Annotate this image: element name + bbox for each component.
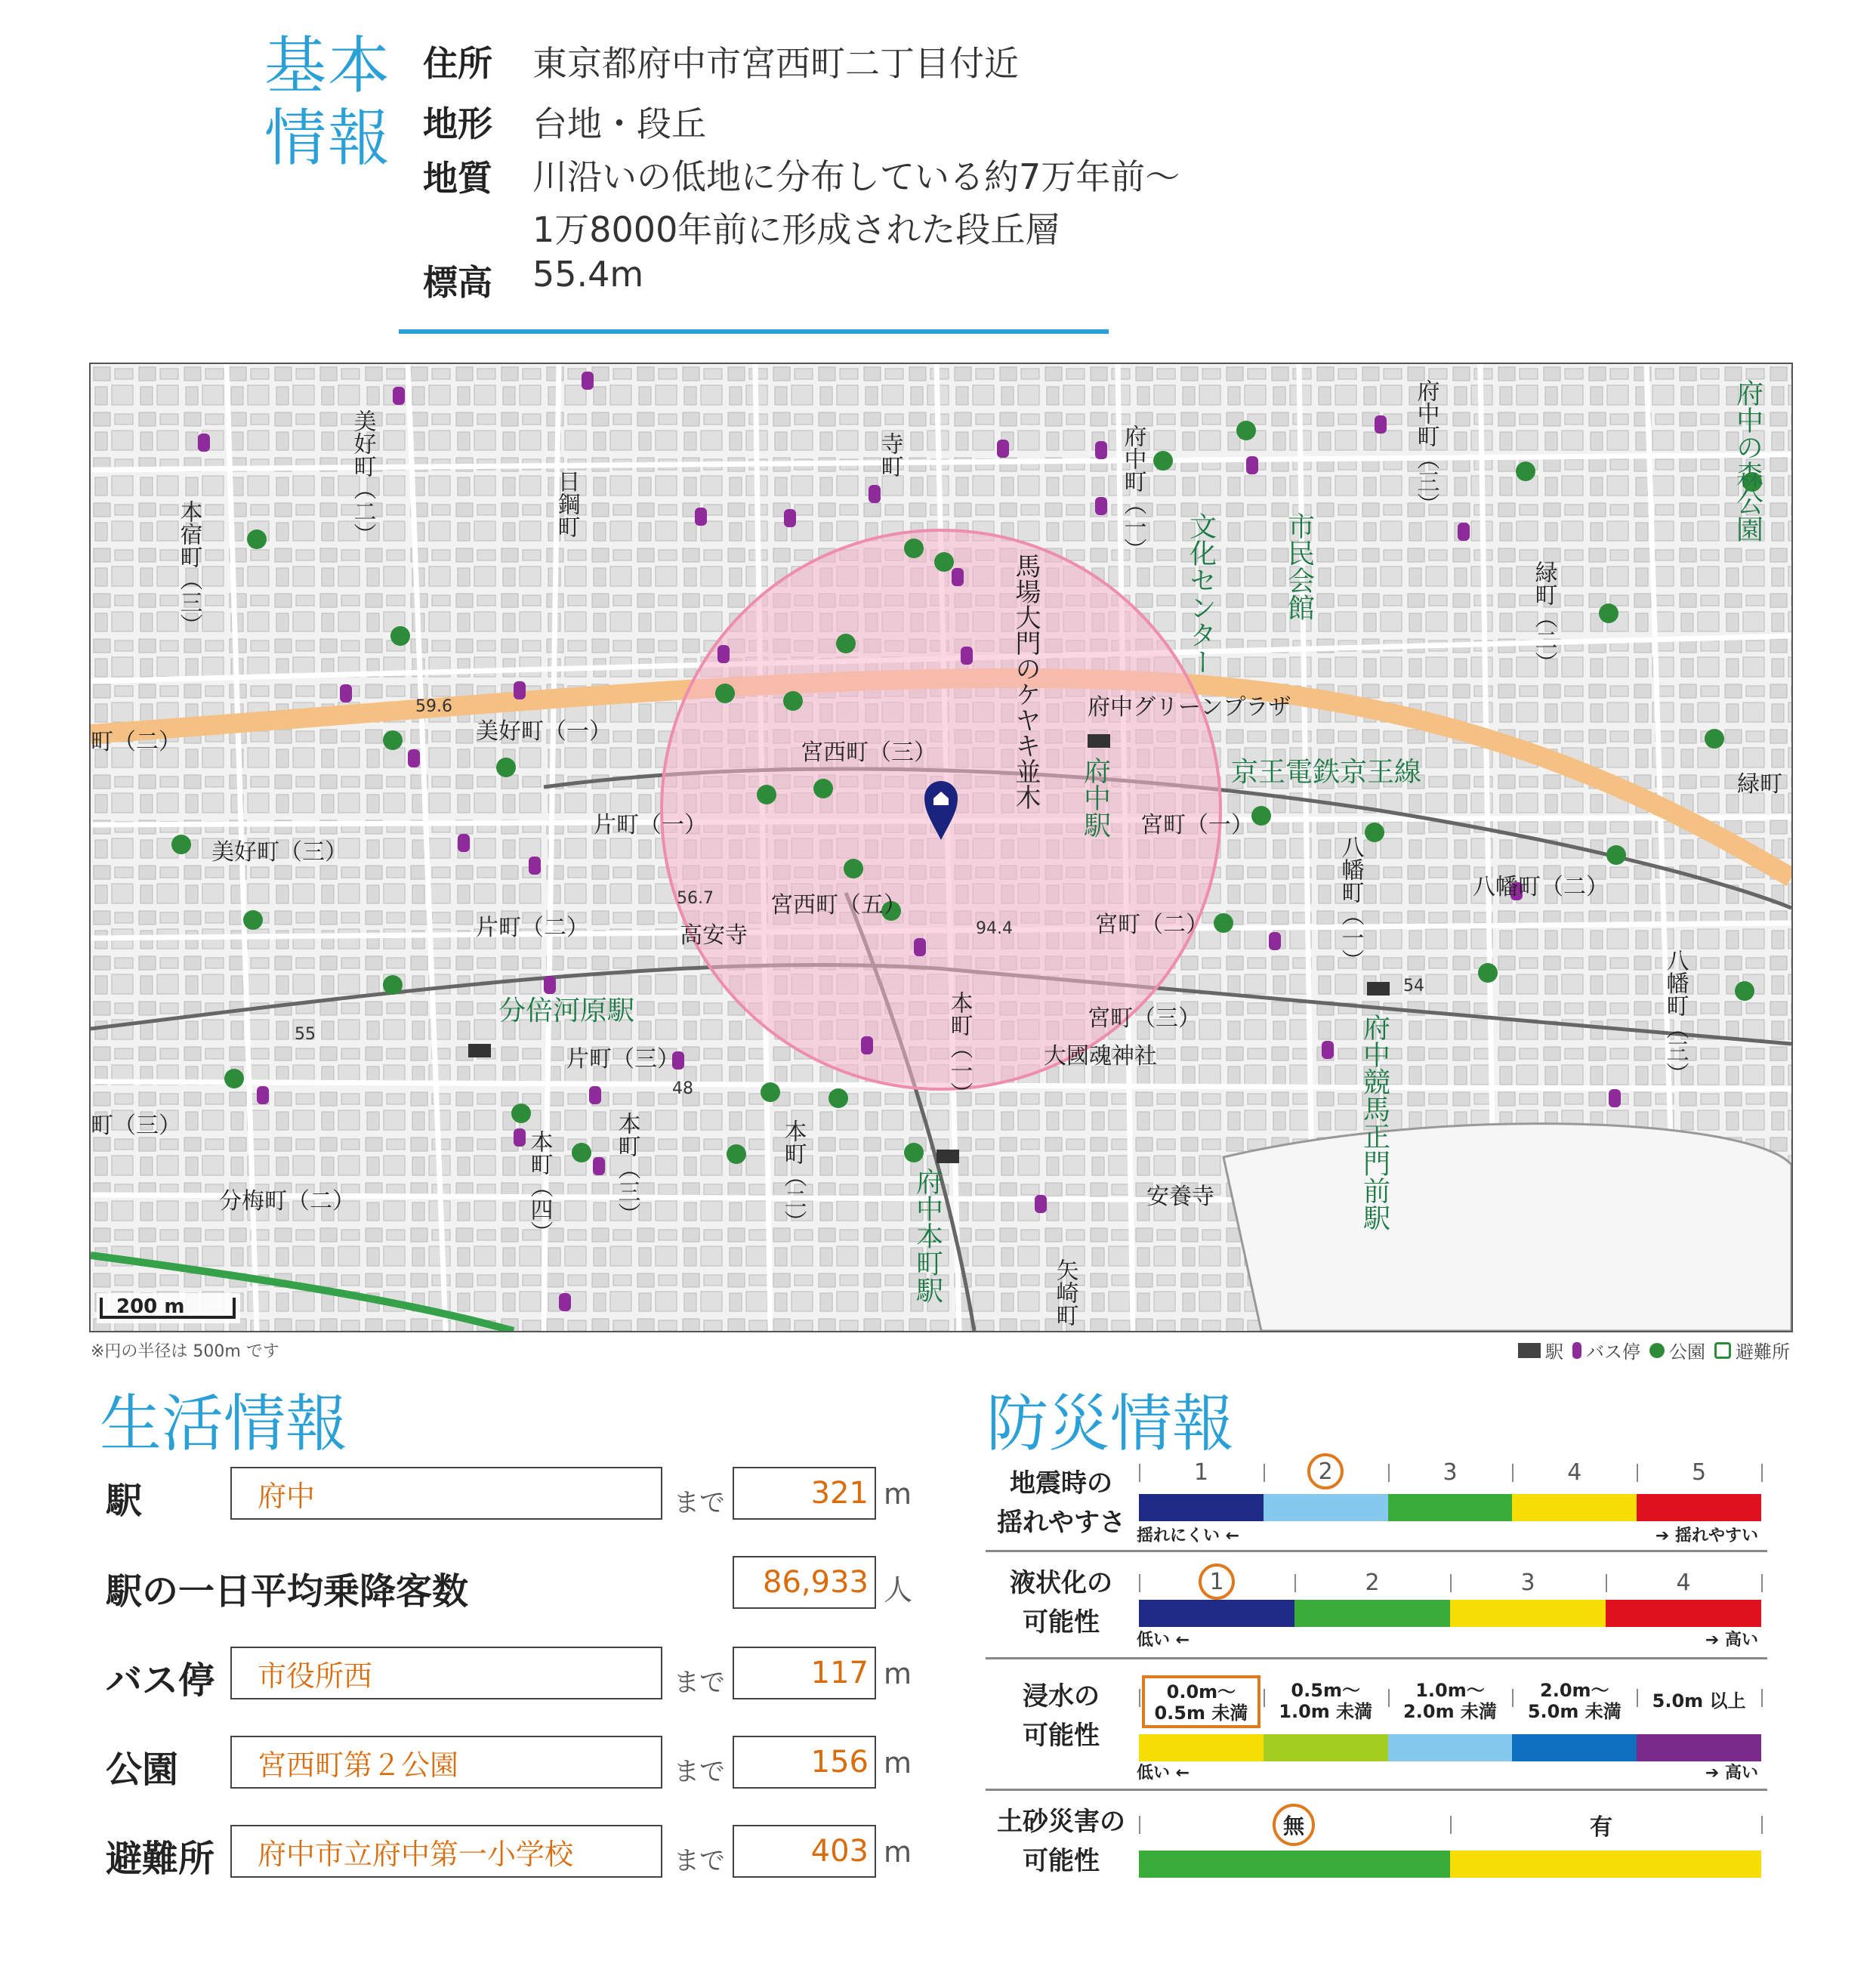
quake-separator [986, 1550, 1767, 1552]
scale-bar [97, 1293, 240, 1323]
quake-bar-1 [1139, 1494, 1264, 1521]
station-unit: m [884, 1477, 912, 1511]
map-label-midori-e: 緑町 [1737, 771, 1782, 798]
quake-bar-3 [1388, 1494, 1513, 1521]
park-unit: m [884, 1746, 912, 1780]
map-elev-56: 56.7 [677, 889, 714, 908]
map-label-shi2: 町（二） [91, 729, 181, 755]
map-label-anyoji: 安養寺 [1146, 1184, 1214, 1210]
liq-level-2: 2 [1365, 1570, 1380, 1596]
disaster-info-title: 防災情報 [986, 1388, 1235, 1460]
quake-low-label: 揺れにくい ← [1137, 1526, 1240, 1545]
quake-tick-sep [1139, 1464, 1140, 1482]
liq-label-1: 液状化の [1010, 1568, 1112, 1598]
park-distance: 156 [733, 1736, 876, 1789]
map-label-katamachi2: 片町（二） [476, 915, 589, 941]
flood-bar-5 [1637, 1734, 1761, 1761]
flood-label-2: 可能性 [1023, 1721, 1100, 1751]
terrain-label: 地形 [423, 103, 492, 144]
flood-label [989, 1677, 1133, 1755]
flood-bar-4 [1512, 1734, 1637, 1761]
sediment-bar-2 [1450, 1851, 1761, 1878]
map-label-honmachi2: 本町（二） [779, 1119, 807, 1233]
map-label-koanji: 高安寺 [680, 922, 748, 949]
map-label-miyoshi1: 美好町（一） [476, 718, 612, 745]
park-made: まで [674, 1757, 725, 1787]
map-label-hiko: 日鋼町 [553, 470, 580, 538]
shelter-made: まで [674, 1846, 725, 1876]
map-label-hachiman3: 八幡町（三） [1662, 949, 1689, 1085]
flood-level-3 [1391, 1680, 1510, 1722]
address-label: 住所 [423, 43, 492, 84]
flood-level-2 [1267, 1680, 1385, 1722]
liq-separator [986, 1657, 1767, 1659]
liquefaction-label [989, 1564, 1133, 1642]
sediment-label [989, 1802, 1133, 1881]
sediment-bar-1 [1139, 1851, 1450, 1878]
flood-separator [986, 1789, 1767, 1791]
flood-tick-sep [1637, 1689, 1638, 1707]
quake-bar-2 [1264, 1494, 1388, 1521]
map-label-honmachi4: 本町（四） [526, 1130, 553, 1243]
racecourse [1223, 1124, 1791, 1331]
flood-level-5 [1640, 1690, 1758, 1712]
quake-bar-5 [1637, 1494, 1761, 1521]
liq-level-1-selected: 1 [1199, 1564, 1235, 1600]
liq-tick-sep [1450, 1574, 1452, 1592]
map-radius-note: ※円の半径は 500m です [91, 1342, 279, 1361]
map-label-bunka: 文化センター [1185, 512, 1217, 675]
flood-level-range-from: 1.0m～ [1415, 1680, 1485, 1701]
map-elev-55: 55 [295, 1025, 316, 1044]
legend-bus: バス停 [1586, 1341, 1640, 1363]
geology-label: 地質 [423, 158, 492, 199]
terrain-value: 台地・段丘 [532, 103, 706, 144]
flood-bar-1 [1139, 1734, 1264, 1761]
geology-value-line2: 1万8000年前に形成された段丘層 [532, 209, 1060, 250]
sediment-tick-sep [1450, 1816, 1452, 1834]
flood-bar-3 [1388, 1734, 1513, 1761]
quake-level-5: 5 [1692, 1459, 1707, 1486]
map-label-green-plaza: 府中グリーンプラザ [1088, 694, 1291, 721]
flood-tick-sep [1139, 1689, 1140, 1707]
bus-made: まで [674, 1668, 725, 1698]
station-label: 駅 [106, 1480, 143, 1522]
liq-label-2: 可能性 [1023, 1607, 1100, 1638]
map-label-miyamachi2: 宮町（二） [1095, 912, 1208, 938]
liq-high-label: ➔ 高い [1705, 1631, 1758, 1650]
map-label-miyanishi3: 宮西町（三） [801, 739, 936, 766]
park-legend-icon [1649, 1343, 1665, 1358]
legend-park: 公園 [1669, 1341, 1705, 1363]
map-label-fuchucho3: 府中町（三） [1412, 379, 1439, 515]
liq-tick-sep [1294, 1574, 1296, 1592]
map-label-fuchu-station: 府中駅 [1079, 757, 1111, 838]
liq-bar-1 [1139, 1600, 1294, 1627]
shelter-value: 府中市立府中第一小学校 [230, 1825, 662, 1878]
elevation-label: 標高 [423, 262, 492, 303]
flood-level-range-to: 1.0m 未満 [1279, 1701, 1373, 1722]
flood-high-label: ➔ 高い [1705, 1764, 1758, 1783]
flood-level-1 [1142, 1675, 1260, 1728]
flood-level-range-from: 0.0m～ [1166, 1681, 1236, 1702]
quake-tick-sep [1637, 1464, 1638, 1482]
passengers-unit: 人 [884, 1573, 913, 1607]
quake-bar-4 [1512, 1494, 1637, 1521]
flood-tick-sep-end [1761, 1689, 1763, 1707]
map-label-katamachi1: 片町（一） [594, 812, 707, 838]
liq-bar-3 [1450, 1600, 1606, 1627]
quake-level-1: 1 [1193, 1459, 1208, 1486]
legend-station: 駅 [1545, 1341, 1563, 1363]
map-label-hachiman2: 八幡町（二） [1473, 874, 1609, 900]
station-made: まで [674, 1488, 725, 1518]
station-value: 府中 [230, 1467, 662, 1520]
sediment-label-2: 可能性 [1023, 1846, 1100, 1876]
map-label-shi3: 町（三） [91, 1113, 181, 1139]
liq-bar-2 [1294, 1600, 1450, 1627]
quake-tick-sep [1388, 1464, 1390, 1482]
map-label-miyamachi3: 宮町（三） [1088, 1005, 1201, 1032]
scale-label: 200 m [116, 1295, 185, 1318]
liq-bar-4 [1606, 1600, 1761, 1627]
map-label-bubai2: 分梅町（二） [219, 1188, 355, 1215]
liq-tick-sep-end [1761, 1574, 1763, 1592]
flood-level-range-to: 2.0m 未満 [1403, 1701, 1497, 1722]
liq-tick-sep [1606, 1574, 1607, 1592]
quake-level-3: 3 [1443, 1459, 1458, 1486]
flood-level-range-to: 0.5m 未満 [1154, 1702, 1248, 1724]
sediment-none-label: 無 [1273, 1804, 1315, 1846]
basic-title-line2: 情報 [264, 103, 392, 174]
life-info-title: 生活情報 [100, 1388, 348, 1460]
map-label-fuchucho1: 府中町（一） [1119, 424, 1146, 560]
map-label-honmachi1: 本町（一） [946, 991, 973, 1104]
flood-tick-sep [1264, 1689, 1265, 1707]
elevation-value: 55.4m [532, 254, 644, 295]
map-label-miyoshi2: 美好町（二） [349, 409, 376, 545]
address-value: 東京都府中市宮西町二丁目付近 [532, 43, 1019, 84]
sediment-tick-sep [1139, 1816, 1140, 1834]
passengers-label: 駅の一日平均乗降客数 [106, 1570, 469, 1613]
map-label-yazaki: 矢崎町 [1051, 1258, 1078, 1326]
map-label-fuchunomori: 府中の森公園 [1732, 379, 1763, 542]
flood-level-range-from: 5.0m 以上 [1652, 1690, 1746, 1712]
map-label-honmachi3: 本町（三） [613, 1112, 640, 1225]
map-label-miyoshi3: 美好町（三） [211, 839, 347, 866]
map-elev-48: 48 [672, 1079, 693, 1098]
flood-level-range-from: 2.0m～ [1540, 1680, 1609, 1701]
flood-label-1: 浸水の [1023, 1681, 1100, 1712]
geology-value-line1: 川沿いの低地に分布している約7万年前～ [532, 156, 1180, 197]
liq-tick-sep [1139, 1574, 1140, 1592]
area-map[interactable] [89, 363, 1793, 1332]
shelter-legend-icon [1714, 1342, 1731, 1359]
quake-label-2: 揺れやすさ [997, 1508, 1125, 1538]
map-label-midori: 緑町（二） [1530, 560, 1557, 674]
flood-low-label: 低い ← [1137, 1764, 1190, 1783]
quake-label [989, 1464, 1133, 1542]
legend-shelter: 避難所 [1736, 1341, 1790, 1363]
map-elev-94: 94.4 [976, 919, 1013, 938]
flood-level-range-from: 0.5m～ [1291, 1680, 1360, 1701]
liq-low-label: 低い ← [1137, 1631, 1190, 1650]
liq-level-4: 4 [1676, 1570, 1691, 1596]
quake-level-4: 4 [1567, 1459, 1582, 1486]
map-label-bubaigawara: 分倍河原駅 [498, 996, 635, 1026]
map-label-bamba: 馬場大門のケヤキ並木 [1011, 553, 1041, 810]
bus-value: 市役所西 [230, 1647, 662, 1699]
map-label-miyamachi1: 宮町（一） [1140, 812, 1254, 838]
map-label-shimin: 市民会館 [1283, 512, 1315, 621]
bus-label: バス停 [106, 1659, 215, 1702]
basic-info-title [264, 30, 400, 175]
map-label-teramachi: 寺町 [876, 432, 903, 477]
shelter-distance: 403 [733, 1825, 876, 1878]
map-label-katamachi3: 片町（三） [566, 1046, 680, 1073]
map-label-okunitama: 大國魂神社 [1044, 1043, 1157, 1070]
quake-tick-sep-end [1761, 1464, 1763, 1482]
sediment-label-1: 土砂災害の [997, 1807, 1125, 1837]
sediment-tick-sep-end [1761, 1816, 1763, 1834]
flood-tick-sep [1512, 1689, 1514, 1707]
shelter-label: 避難所 [106, 1838, 215, 1880]
flood-level-4 [1515, 1680, 1634, 1722]
shelter-unit: m [884, 1835, 912, 1869]
flood-tick-sep [1388, 1689, 1390, 1707]
flood-level-range-to: 5.0m 未満 [1527, 1701, 1622, 1722]
map-legend [1518, 1337, 1790, 1363]
quake-tick-sep [1264, 1464, 1265, 1482]
map-elev-59: 59.6 [415, 697, 452, 716]
station-distance: 321 [733, 1467, 876, 1520]
park-value: 宮西町第２公園 [230, 1736, 662, 1789]
flood-bar-2 [1264, 1734, 1388, 1761]
map-label-miyanishi5: 宮西町（五） [770, 892, 906, 918]
basic-title-line1: 基本 [264, 30, 392, 102]
passengers-value: 86,933 [733, 1556, 876, 1609]
map-label-hachiman1: 八幡町（一） [1337, 835, 1364, 971]
quake-label-1: 地震時の [1010, 1468, 1112, 1499]
bus-stop-legend-icon [1572, 1342, 1581, 1359]
park-label: 公園 [106, 1749, 179, 1791]
bus-unit: m [884, 1657, 912, 1690]
liq-level-3: 3 [1520, 1570, 1535, 1596]
bus-distance: 117 [733, 1647, 876, 1699]
map-label-keiba: 府中競馬正門前駅 [1359, 1014, 1390, 1231]
sediment-yes-label: 有 [1590, 1814, 1612, 1841]
map-label-keio-line: 京王電鉄京王線 [1231, 757, 1422, 788]
quake-high-label: ➔ 揺れやすい [1655, 1526, 1758, 1545]
map-elev-54: 54 [1403, 977, 1424, 996]
header-divider [399, 329, 1109, 334]
quake-level-2-selected: 2 [1307, 1453, 1344, 1489]
quake-tick-sep [1512, 1464, 1514, 1482]
map-label-fuchuhonmachi: 府中本町駅 [912, 1168, 943, 1304]
map-label-honjuku: 本宿町（三） [175, 500, 202, 636]
station-legend-icon [1518, 1343, 1541, 1358]
